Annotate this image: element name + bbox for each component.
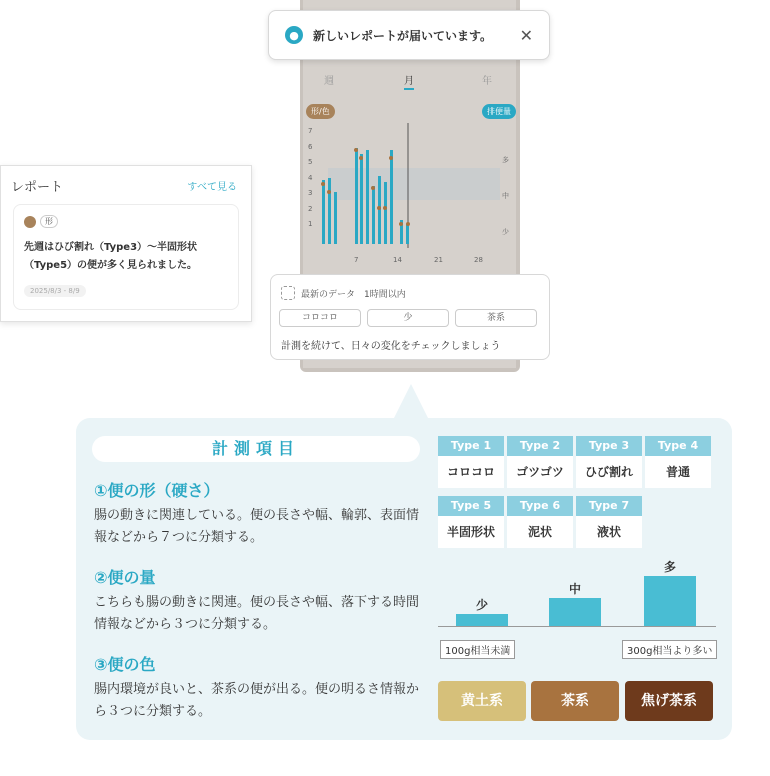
color-description: 腸内環境が良いと、茶系の便が出る。便の明るさ情報から３つに分類する。 xyxy=(94,682,420,719)
chart-point xyxy=(321,182,325,186)
chart-point xyxy=(383,206,387,210)
amount-large-bar xyxy=(644,576,696,626)
color-dark-brown: 焦げ茶系 xyxy=(625,681,713,721)
notification-text: 新しいレポートが届いています。 xyxy=(313,28,493,43)
latest-color: 茶系 xyxy=(455,309,537,327)
amount-baseline xyxy=(438,626,716,627)
amount-large-label: 多 xyxy=(663,560,676,574)
report-badge xyxy=(24,215,58,228)
chart-point xyxy=(399,222,403,226)
type-cell xyxy=(438,436,504,492)
type-cell xyxy=(438,496,504,552)
tab-underline xyxy=(404,88,414,90)
type-header: Type 3 xyxy=(576,436,642,456)
chart-area xyxy=(300,118,520,268)
right-axis-labels xyxy=(502,142,509,250)
type-header: Type 6 xyxy=(507,496,573,516)
chart-point xyxy=(377,206,381,210)
type-cell xyxy=(507,436,573,492)
low-amount-note: 100g相当未満 xyxy=(440,640,515,659)
color-heading: ③便の色 xyxy=(94,655,156,674)
chart-point xyxy=(354,148,358,152)
report-card xyxy=(0,165,252,322)
latest-shape: コロコロ xyxy=(279,309,361,327)
chart-point xyxy=(389,156,393,160)
y-axis-labels xyxy=(308,124,312,233)
chart-bar xyxy=(366,150,369,244)
shape-heading: ①便の形（硬さ） xyxy=(94,481,220,500)
callout-pointer xyxy=(393,384,429,420)
amount-heading: ②便の量 xyxy=(94,568,156,587)
type-cell xyxy=(507,496,573,552)
type-value: ひび割れ xyxy=(576,456,642,488)
amount-medium-label: 中 xyxy=(568,582,581,596)
scan-icon xyxy=(281,286,295,300)
see-all-link[interactable]: すべて見る xyxy=(187,182,237,193)
type-value: 半固形状 xyxy=(438,516,504,548)
shape-description: 腸の動きに関連している。便の長さや幅、輪郭、表面情報などから７つに分類する。 xyxy=(94,508,420,545)
right-tick: 多 xyxy=(502,156,509,164)
type-value: 普通 xyxy=(645,456,711,488)
chart-point xyxy=(327,190,331,194)
chart-bar xyxy=(406,224,409,244)
x-tick: 28 xyxy=(474,256,483,264)
bell-icon: ● xyxy=(285,26,303,44)
right-tick: 少 xyxy=(502,228,509,236)
tab-month[interactable]: 月 xyxy=(404,76,414,87)
type-header: Type 1 xyxy=(438,436,504,456)
chart-bar xyxy=(384,182,387,244)
shape-icon xyxy=(24,216,36,228)
report-text: 先週はひび割れ（Type3）〜半固形状（Type5）の便が多く見られました。 xyxy=(24,242,198,271)
y-tick: 4 xyxy=(308,173,313,182)
x-tick: 14 xyxy=(393,256,402,264)
type-cell xyxy=(576,436,642,492)
type-cell xyxy=(645,436,711,492)
tab-year[interactable]: 年 xyxy=(482,76,492,87)
x-tick: 21 xyxy=(434,256,443,264)
y-tick: 2 xyxy=(308,204,313,213)
chart-point xyxy=(359,156,363,160)
chart-bar xyxy=(322,180,325,244)
amount-description: こちらも腸の動きに関連。便の長さや幅、落下する時間情報などから３つに分類する。 xyxy=(94,595,420,632)
y-tick: 3 xyxy=(308,189,313,197)
badge-label: 形 xyxy=(40,215,58,228)
latest-message: 計測を続けて、日々の変化をチェックしましょう xyxy=(281,341,501,352)
chart-bar xyxy=(372,186,375,244)
close-icon[interactable]: ✕ xyxy=(519,25,533,45)
chart-bar xyxy=(355,148,358,244)
high-amount-note: 300g相当より多い xyxy=(622,640,717,659)
chart-point xyxy=(406,222,410,226)
section-title: 計測項目 xyxy=(92,436,420,462)
type-header: Type 4 xyxy=(645,436,711,456)
y-tick: 5 xyxy=(308,158,313,166)
type-value: ゴツゴツ xyxy=(507,456,573,488)
amount-medium-bar xyxy=(549,598,601,626)
latest-title: 最新のデータ 1時間以内 xyxy=(301,290,406,300)
x-tick: 7 xyxy=(354,256,359,264)
type-cell xyxy=(576,496,642,552)
type-header: Type 5 xyxy=(438,496,504,516)
type-header: Type 2 xyxy=(507,436,573,456)
color-brown: 茶系 xyxy=(531,681,619,721)
report-title: レポート xyxy=(11,180,64,195)
color-yellow-ochre: 黄土系 xyxy=(438,681,526,721)
y-tick: 6 xyxy=(308,142,313,151)
amount-small-bar xyxy=(456,614,508,626)
latest-data-card xyxy=(270,274,550,360)
chart-bar xyxy=(334,192,337,244)
chart-point xyxy=(371,186,375,190)
chart-bar xyxy=(378,176,381,244)
y-tick: 7 xyxy=(308,127,313,135)
type-value: 液状 xyxy=(576,516,642,548)
latest-pills xyxy=(279,309,537,327)
chart-bar xyxy=(360,154,363,244)
latest-amount: 少 xyxy=(367,309,449,327)
type-value: 泥状 xyxy=(507,516,573,548)
chart-tag-amount: 排便量 xyxy=(482,104,516,119)
chart-bar xyxy=(328,178,331,244)
report-item[interactable] xyxy=(13,204,239,310)
notification-banner[interactable] xyxy=(268,10,550,60)
tab-week[interactable]: 週 xyxy=(324,76,334,87)
report-date: 2025/8/3 - 8/9 xyxy=(24,285,86,297)
chart-tag-shape-color: 形/色 xyxy=(306,104,335,119)
y-tick: 1 xyxy=(308,220,313,228)
right-tick: 中 xyxy=(502,192,509,200)
type-value: コロコロ xyxy=(438,456,504,488)
chart-bar xyxy=(390,150,393,244)
type-header: Type 7 xyxy=(576,496,642,516)
amount-small-label: 少 xyxy=(475,598,488,612)
